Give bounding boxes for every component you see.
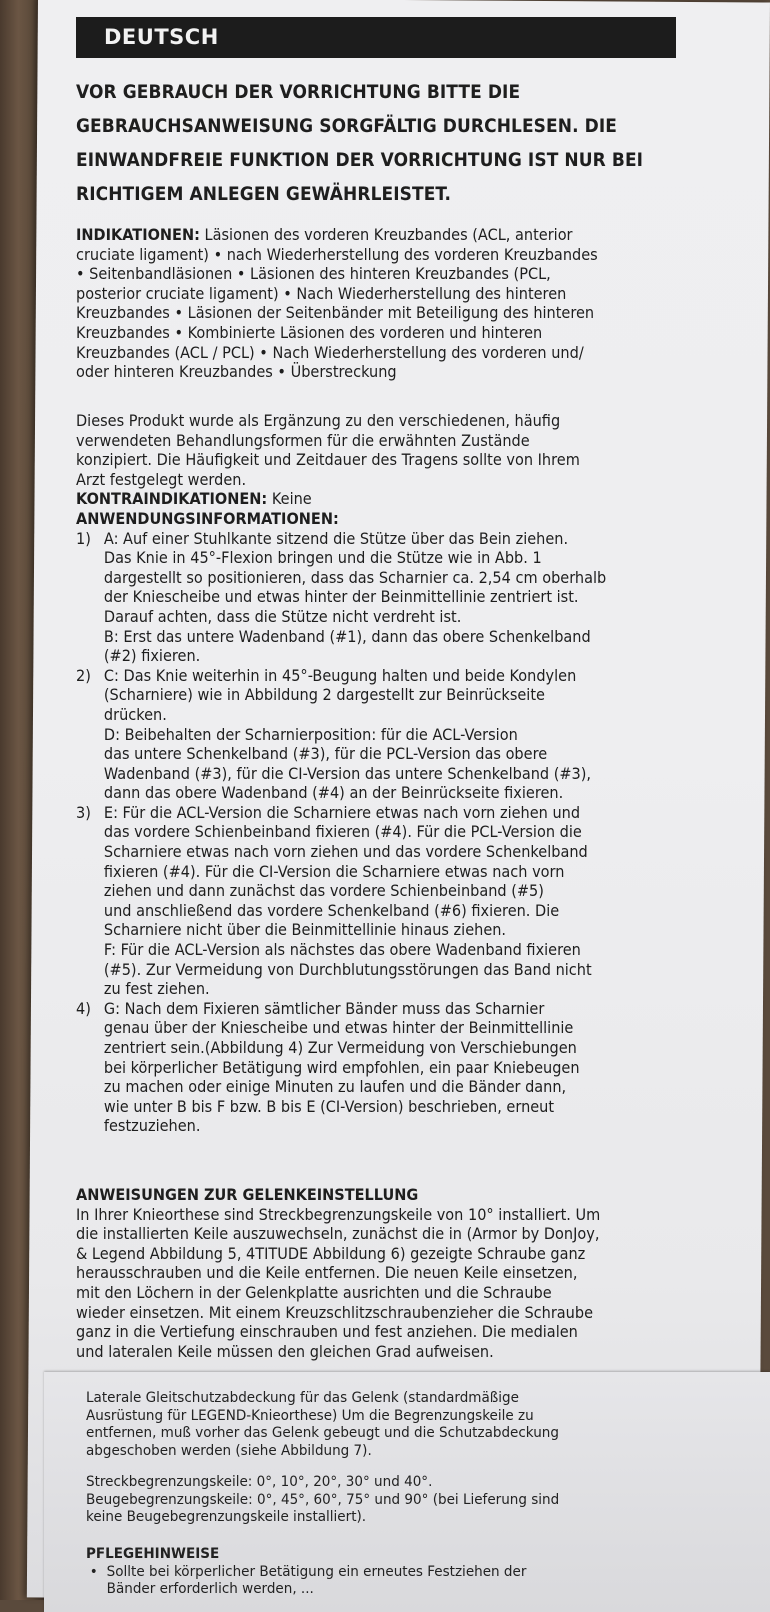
step-text: drücken.: [103, 705, 167, 724]
step-text: Scharniere nicht über die Beinmittellinie hinaus ziehen.: [103, 921, 507, 940]
step-text: zu fest ziehen.: [103, 980, 210, 999]
document-content: [38, 0, 770, 1600]
care-heading: PFLEGEHINWEISE: [86, 1546, 220, 1562]
usage-step-4: [76, 1000, 671, 1137]
joint-text: In Ihrer Knieorthese sind Streckbegrenzungskeile von 10° installiert. Um: [76, 1205, 601, 1224]
bullet-marker: •: [89, 1563, 98, 1580]
usage-step-2: [76, 667, 671, 804]
wedge-text: keine Beugebegrenzungskeile installiert).: [86, 1509, 367, 1525]
step-text: festzuziehen.: [103, 1117, 201, 1136]
usage-heading: ANWENDUNGSINFORMATIONEN:: [76, 509, 339, 528]
language-label: DEUTSCH: [104, 25, 219, 49]
care-section: [86, 1546, 688, 1599]
step-number: 3): [76, 803, 91, 822]
step-text: Das Knie in 45°-Flexion bringen und die Stütze wie in Abb. 1: [103, 549, 542, 568]
usage-step-1: [76, 530, 671, 667]
lateral-cover-note: [86, 1390, 688, 1460]
care-text: Bänder erforderlich werden, ...: [106, 1581, 314, 1597]
language-header-bar: [76, 17, 676, 58]
product-text: Arzt festgelegt werden.: [76, 470, 247, 489]
indications-text: Kreuzbandes (ACL / PCL) • Nach Wiederherstellung des vorderen und/: [76, 343, 584, 362]
indications-text: Kreuzbandes • Kombinierte Läsionen des vorderen und hinteren: [76, 323, 543, 342]
step-text: der Kniescheibe und etwas hinter der Beinmittellinie zentriert ist.: [103, 588, 579, 607]
lateral-text: entfernen, muß vorher das Gelenk gebeugt und die Schutzabdeckung: [86, 1425, 559, 1441]
warning-line: GEBRAUCHSANWEISUNG SORGFÄLTIG DURCHLESEN. DIE: [76, 116, 618, 137]
step-text: E: Für die ACL-Version die Scharniere etwas nach vorn ziehen und: [103, 803, 581, 822]
care-text: Sollte bei körperlicher Betätigung ein erneutes Festziehen der: [106, 1563, 527, 1580]
joint-text: die installierten Keile auszuwechseln, zunächst die in (Armor by DonJoy,: [76, 1225, 600, 1244]
warning-line: RICHTIGEM ANLEGEN GEWÄHRLEISTET.: [76, 184, 452, 205]
usage-step-3: [76, 804, 671, 1000]
joint-text: mit den Löchern in der Gelenkplatte ausrichten und die Schraube: [76, 1283, 552, 1302]
step-text: zu machen oder einige Minuten zu laufen und die Bänder dann,: [103, 1078, 567, 1097]
step-text: B: Erst das untere Wadenband (#1), dann das obere Schenkelband: [103, 627, 591, 646]
joint-text: herausschrauben und die Keile entfernen. Die neuen Keile einsetzen,: [76, 1264, 578, 1283]
step-text: C: Das Knie weiterhin in 45°-Beugung halten und beide Kondylen: [103, 666, 577, 685]
care-bullet-item: [86, 1564, 688, 1599]
indications-text: cruciate ligament) • nach Wiederherstellung des vorderen Kreuzbandes: [76, 245, 598, 264]
step-text: D: Beibehalten der Scharnierposition: für die ACL-Version: [103, 725, 518, 744]
step-text: A: Auf einer Stuhlkante sitzend die Stütze über das Bein ziehen.: [103, 529, 569, 548]
warning-line: EINWANDFREIE FUNKTION DER VORRICHTUNG IST NUR BEI: [76, 150, 644, 171]
step-text: F: Für die ACL-Version als nächstes das obere Wadenband fixieren: [103, 941, 581, 960]
step-text: genau über der Kniescheibe und etwas hinter der Beinmittellinie: [103, 1019, 574, 1038]
step-text: das untere Schenkelband (#3), für die PCL-Version das obere: [103, 745, 548, 764]
usage-warning: [76, 76, 665, 212]
step-text: Scharniere etwas nach vorn ziehen und das vordere Schenkelband: [103, 843, 588, 862]
contraindications-value: Keine: [267, 490, 312, 509]
indications-text: Läsionen des vorderen Kreuzbandes (ACL, anterior: [199, 226, 573, 244]
joint-text: & Legend Abbildung 5, 4TITUDE Abbildung 6) gezeigte Schraube ganz: [76, 1244, 586, 1263]
step-text: zentriert sein.(Abbildung 4) Zur Vermeidung von Verschiebungen: [103, 1039, 577, 1057]
step-text: fixieren (#4). Für die CI-Version die Scharniere etwas nach vorn: [103, 862, 565, 881]
indications-section: [76, 226, 671, 383]
joint-text: ganz in die Vertiefung einschrauben und fest anziehen. Die medialen: [76, 1323, 578, 1342]
lateral-text: abgeschoben werden (siehe Abbildung 7).: [86, 1442, 372, 1459]
step-text: dargestellt so positionieren, dass das Scharnier ca. 2,54 cm oberhalb: [103, 568, 607, 587]
joint-text: wieder einsetzen. Mit einem Kreuzschlitzschraubenzieher die Schraube: [76, 1303, 594, 1322]
warning-line: VOR GEBRAUCH DER VORRICHTUNG BITTE DIE: [76, 82, 521, 103]
wedge-list: [86, 1474, 688, 1527]
joint-heading: ANWEISUNGEN ZUR GELENKEINSTELLUNG: [76, 1186, 419, 1204]
step-text: bei körperlicher Betätigung wird empfohlen, ein paar Kniebeugen: [103, 1058, 580, 1077]
step-text: wie unter B bis F bzw. B bis E (CI-Version) beschrieben, erneut: [103, 1097, 555, 1116]
product-text: konzipiert. Die Häufigkeit und Zeitdauer des Tragens sollte von Ihrem: [76, 451, 580, 470]
step-number: 4): [76, 999, 91, 1018]
step-text: (#5). Zur Vermeidung von Durchblutungsstörungen das Band nicht: [103, 960, 592, 979]
indications-text: • Seitenbandläsionen • Läsionen des hinteren Kreuzbandes (PCL,: [76, 265, 551, 284]
step-text: G: Nach dem Fixieren sämtlicher Bänder muss das Scharnier: [103, 999, 545, 1018]
step-number: 1): [76, 529, 91, 548]
indications-text: Kreuzbandes • Läsionen der Seitenbänder mit Beteiligung des hinteren: [76, 304, 595, 323]
wedge-text: Streckbegrenzungskeile: 0°, 10°, 20°, 30° und 40°.: [86, 1474, 433, 1490]
step-text: dann das obere Wadenband (#4) an der Beinrückseite fixieren.: [103, 784, 564, 803]
product-section: [76, 412, 671, 1137]
step-text: ziehen und dann zunächst das vordere Schienbeinband (#5): [103, 882, 544, 901]
product-text: verwendeten Behandlungsformen für die erwähnten Zustände: [76, 431, 530, 450]
step-text: (Scharniere) wie in Abbildung 2 dargestellt zur Beinrückseite: [103, 686, 545, 705]
contraindications-label: KONTRAINDIKATIONEN:: [76, 490, 268, 509]
step-number: 2): [76, 666, 91, 685]
joint-adjustment-section: [76, 1186, 671, 1362]
step-text: Wadenband (#3), für die CI-Version das untere Schenkelband (#3),: [103, 764, 592, 783]
step-text: Darauf achten, dass die Stütze nicht verdreht ist.: [103, 607, 462, 626]
indications-text: oder hinteren Kreuzbandes • Überstreckung: [76, 363, 397, 382]
lateral-text: Laterale Gleitschutzabdeckung für das Gelenk (standardmäßige: [86, 1390, 519, 1406]
step-text: und anschließend das vordere Schenkelband (#6) fixieren. Die: [103, 901, 560, 920]
product-text: Dieses Produkt wurde als Ergänzung zu den verschiedenen, häufig: [76, 412, 561, 430]
lateral-text: Ausrüstung für LEGEND-Knieorthese) Um die Begrenzungskeile zu: [86, 1407, 534, 1424]
step-text: das vordere Schienbeinband fixieren (#4). Für die PCL-Version die: [103, 823, 582, 842]
indications-label: INDIKATIONEN:: [76, 226, 200, 244]
indications-text: posterior cruciate ligament) • Nach Wiederherstellung des hinteren: [76, 284, 567, 303]
step-text: (#2) fixieren.: [103, 647, 201, 666]
joint-text: und lateralen Keile müssen den gleichen Grad aufweisen.: [76, 1342, 494, 1361]
wedge-text: Beugebegrenzungskeile: 0°, 45°, 60°, 75° und 90° (bei Lieferung sind: [86, 1491, 560, 1508]
